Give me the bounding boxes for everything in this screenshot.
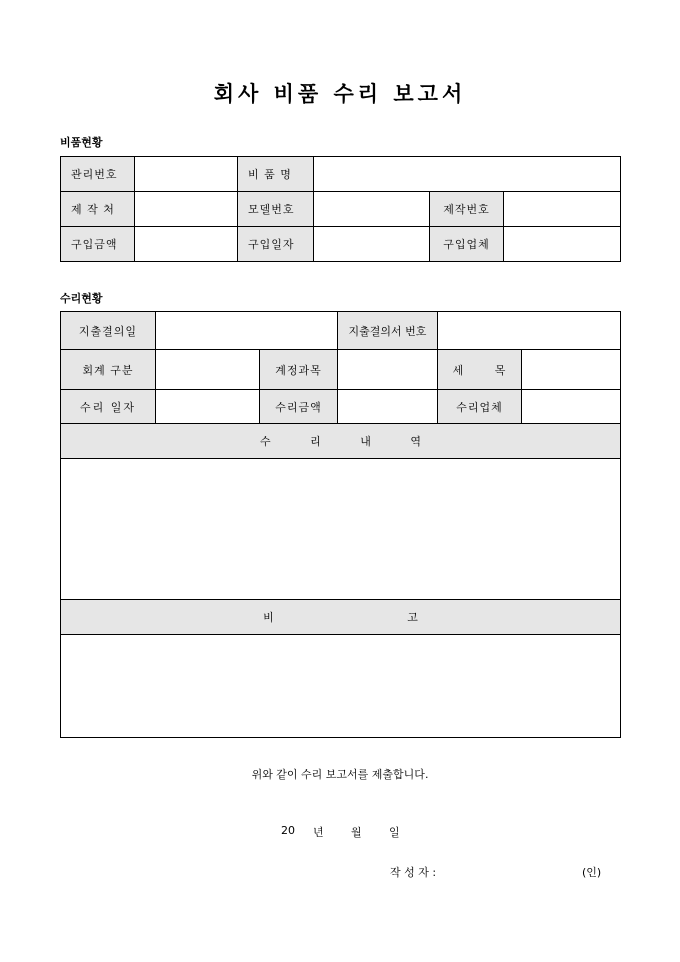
repair-status-table — [60, 311, 621, 738]
account-category-label: 회계 구분 — [61, 350, 156, 390]
serial-no-label: 제작번호 — [430, 192, 504, 227]
sub-item-label: 세 목 — [438, 350, 522, 390]
repair-vendor-field[interactable] — [522, 390, 621, 424]
account-item-field[interactable] — [338, 350, 438, 390]
expense-resolution-date-label: 지출결의일 — [61, 312, 156, 350]
remarks-header: 비 고 — [61, 600, 621, 635]
purchase-amount-label: 구입금액 — [61, 227, 135, 262]
account-category-field[interactable] — [156, 350, 260, 390]
repair-date-label: 수리 일자 — [61, 390, 156, 424]
repair-details-field[interactable] — [61, 459, 621, 600]
expense-resolution-no-field[interactable] — [438, 312, 621, 350]
repair-details-header: 수 리 내 역 — [61, 424, 621, 459]
expense-resolution-no-label: 지출결의서 번호 — [338, 312, 438, 350]
date-day-label: 일 — [389, 826, 400, 839]
section-heading-repair-status: 수리현황 — [60, 292, 103, 305]
vendor-field[interactable] — [504, 227, 621, 262]
repair-date-field[interactable] — [156, 390, 260, 424]
date-month-label: 월 — [351, 826, 362, 839]
document-title: 회사 비품 수리 보고서 — [213, 81, 467, 106]
account-item-label: 계정과목 — [260, 350, 338, 390]
maker-field[interactable] — [135, 192, 238, 227]
serial-no-field[interactable] — [504, 192, 621, 227]
seal-mark: (인) — [582, 866, 602, 879]
repair-amount-field[interactable] — [338, 390, 438, 424]
mgmt-no-label: 관리번호 — [61, 157, 135, 192]
purchase-amount-field[interactable] — [135, 227, 238, 262]
item-name-field[interactable] — [314, 157, 621, 192]
maker-label: 제 작 처 — [61, 192, 135, 227]
expense-resolution-date-field[interactable] — [156, 312, 338, 350]
date-year-label: 년 — [313, 826, 324, 839]
section-heading-item-status: 비품현황 — [60, 136, 103, 149]
remarks-field[interactable] — [61, 635, 621, 738]
sub-item-field[interactable] — [522, 350, 621, 390]
repair-vendor-label: 수리업체 — [438, 390, 522, 424]
submission-statement: 위와 같이 수리 보고서를 제출합니다. — [251, 768, 429, 781]
date-prefix: 20 — [281, 824, 295, 837]
model-no-field[interactable] — [314, 192, 430, 227]
item-status-table — [60, 156, 621, 262]
purchase-date-field[interactable] — [314, 227, 430, 262]
author-label: 작 성 자 : — [390, 866, 437, 879]
repair-amount-label: 수리금액 — [260, 390, 338, 424]
vendor-label: 구입업체 — [430, 227, 504, 262]
model-no-label: 모델번호 — [238, 192, 314, 227]
mgmt-no-field[interactable] — [135, 157, 238, 192]
item-name-label: 비 품 명 — [238, 157, 314, 192]
purchase-date-label: 구입일자 — [238, 227, 314, 262]
